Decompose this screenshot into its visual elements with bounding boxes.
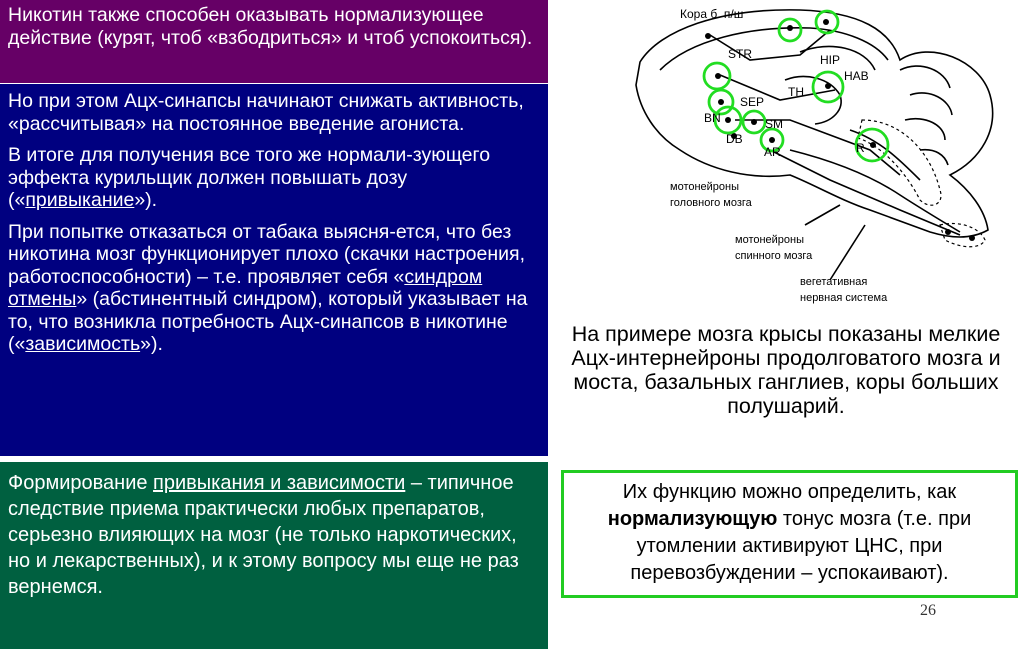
- neuron-spinal-2: [969, 235, 975, 241]
- diagram-caption: На примере мозга крысы показаны мелкие Ацх-интернейроны продолговатого мозга и моста, базальных ганглиев, коры больших полушарий.: [571, 322, 1001, 418]
- label-cortex: Кора б. п/ш: [680, 7, 744, 21]
- label-vegetative-text: вегетативная: [800, 276, 868, 288]
- tolerance-dependence-term: привыкания и зависимости: [153, 472, 406, 494]
- neuron-cortex-1: [705, 33, 711, 39]
- label-r: R: [856, 141, 865, 155]
- summary-text-a: Формирование: [8, 472, 154, 494]
- neuron-ar: [769, 137, 775, 143]
- explanation-box: [0, 84, 548, 456]
- withdrawal-term: синдром отмены: [8, 265, 483, 310]
- neuron-cortex-2: [787, 25, 793, 31]
- function-keyword: нормализующую: [607, 508, 778, 530]
- p3-text-a: При попытке отказаться от табака выясня-ется, что без никотина мозг функционирует плохо (скачки настроения, работоспособности) – т.е. проявляет себя «: [8, 220, 525, 288]
- label-motor-brain: [670, 181, 753, 209]
- label-vegetative: [800, 276, 888, 304]
- neuron-sep: [718, 99, 724, 105]
- label-line-2: головного мозга: [670, 197, 752, 209]
- dependence-term: зависимость: [25, 333, 141, 355]
- label-motor-spinal: [735, 234, 813, 262]
- label-motor-brain-text: мотонейроны: [670, 181, 740, 193]
- summary-box: [0, 462, 548, 649]
- function-text-a: Их функцию можно определить, как: [622, 481, 957, 503]
- label-str: STR: [728, 47, 752, 61]
- neuron-r: [870, 142, 876, 148]
- function-text-b: тонус мозга (т.е. при утомлении активируют ЦНС, при перевозбуждении – успокаивают).: [630, 508, 972, 584]
- intro-box: [0, 0, 548, 83]
- label-line-2: нервная система: [800, 292, 888, 304]
- label-db: DB: [726, 132, 743, 146]
- label-hab: HAB: [844, 69, 869, 83]
- label-bn: BN: [704, 111, 721, 125]
- rat-brain-diagram: [600, 0, 1024, 312]
- intro-text: Никотин также способен оказывать нормализующее действие (курят, чтоб «взбодриться» и чтоб успокоиться).: [8, 4, 533, 49]
- p2-text-b: »).: [134, 189, 158, 211]
- neuron-str: [715, 73, 721, 79]
- neuron-spinal-1: [945, 229, 951, 235]
- p1-text: Но при этом Ацх-синапсы начинают снижать активность, «рассчитывая» на постоянное введение агониста.: [8, 90, 524, 135]
- neuron-sm: [751, 119, 757, 125]
- cerebellum-folds: [900, 66, 952, 165]
- spinal-projection: [805, 205, 840, 225]
- tolerance-term: привыкание: [25, 189, 135, 211]
- paragraph-withdrawal: [8, 221, 540, 356]
- summary-text-b: – типичное следствие приема практически любых препаратов, серьезно влияющих на мозг (не только наркотических, но и лекарственных), и к этому вопросу мы еще не раз вернемся.: [8, 472, 519, 598]
- label-line-2: спинного мозга: [735, 250, 813, 262]
- cortex-line: [660, 28, 888, 70]
- descending-projection: [770, 150, 960, 235]
- dashed-region-r: [858, 120, 941, 205]
- label-ar: AR: [764, 145, 781, 159]
- p3-text-c: »).: [140, 333, 163, 355]
- label-motor-spinal-text: мотонейроны: [735, 234, 805, 246]
- neuron-bn: [725, 117, 731, 123]
- function-box: [561, 470, 1018, 598]
- neuron-hab: [825, 83, 831, 89]
- page-number: 26: [920, 602, 936, 619]
- p3-text-b: » (абстинентный синдром), который указывает на то, что возникла потребность Ацх-синапсов в никотине («: [8, 288, 528, 355]
- neuron-cortex-3: [823, 19, 829, 25]
- label-sep: SEP: [740, 95, 765, 109]
- paragraph-tolerance: [8, 144, 540, 212]
- label-hip: HIP: [820, 53, 841, 67]
- vegetative-projection: [830, 225, 865, 280]
- label-sm: SM: [765, 117, 783, 131]
- paragraph-tolerance-mechanism: [8, 90, 540, 135]
- p2-text-a: В итоге для получения все того же нормали-зующего эффекта курильщик должен повышать дозу («: [8, 144, 491, 211]
- label-th: TH: [788, 85, 804, 99]
